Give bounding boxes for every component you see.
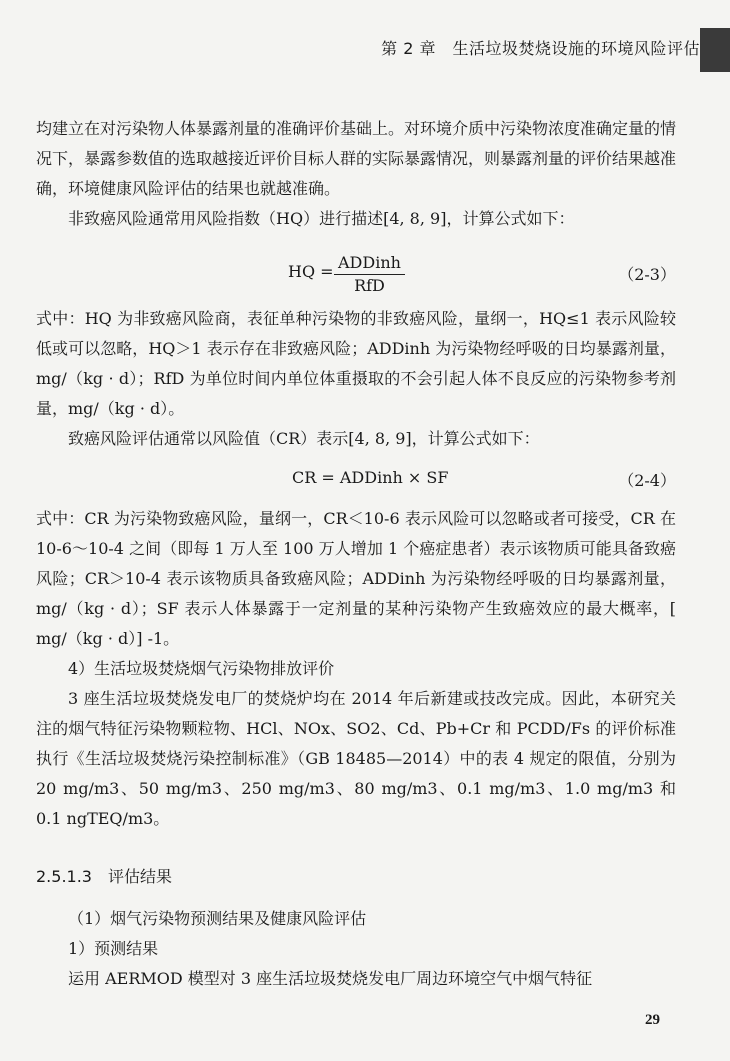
paragraph-p9: 1）预测结果 — [68, 939, 159, 958]
equation-number-2-3: （2-3） — [618, 265, 676, 284]
paragraph-p4: 致癌风险评估通常以风险值（CR）表示[4, 8, 9]，计算公式如下： — [68, 429, 540, 448]
body-block-3 — [36, 504, 676, 834]
paragraph-p8: （1）烟气污染物预测结果及健康风险评估 — [68, 909, 367, 928]
body-block-2 — [36, 304, 676, 454]
paragraph-p7: 3 座生活垃圾焚烧发电厂的焚烧炉均在 2014 年后新建或技改完成。因此，本研究关注的烟气特征污染物颗粒物、HCl、NOx、SO2、Cd、Pb+Cr 和 PCDD/Fs 的评价标准执行《生活垃圾焚烧污染控制标准》（GB 18485—2014）中的表 4 规定的限值，分别为 20 mg/m3、50 mg/m3、250 mg/m3、80 mg/m3、0.1 mg/m3、1.0 mg/m3 和 0.1 ngTEQ/m3。 — [36, 689, 676, 828]
paragraph-p2: 非致癌风险通常用风险指数（HQ）进行描述[4, 8, 9]，计算公式如下： — [68, 209, 575, 228]
formula-2-4 — [36, 468, 676, 498]
formula-cr-expr: CR = ADDinh × SF — [292, 468, 449, 487]
chapter-tab — [700, 28, 730, 72]
paragraph-p1: 均建立在对污染物人体暴露剂量的准确评价基础上。对环境介质中污染物浓度准确定量的情况下，暴露参数值的选取越接近评价目标人群的实际暴露情况，则暴露剂量的评价结果越准确，环境健康风险评估的结果也就越准确。 — [36, 119, 677, 198]
paragraph-p5: 式中：CR 为污染物致癌风险，量纲一，CR＜10-6 表示风险可以忽略或者可接受，CR 在 10-6～10-4 之间（即每 1 万人至 100 万人增加 1 个癌症患者）表示该物质可能具备致癌风险；CR＞10-4 表示该物质具备致癌风险；ADDinh 为污染物经呼吸的日均暴露剂量，mg/（kg · d）；SF 表示人体暴露于一定剂量的某种污染物产生致癌效应的最大概率，[ mg/（kg · d）] -1。 — [36, 509, 676, 648]
page-number: 29 — [645, 1012, 660, 1028]
equation-number-2-4: （2-4） — [618, 471, 676, 490]
formula-2-3 — [36, 252, 676, 298]
formula-numerator: ADDinh — [334, 252, 405, 275]
running-header: 第 2 章 生活垃圾焚烧设施的环境风险评估 — [381, 39, 700, 58]
formula-hq-lhs: HQ = — [288, 262, 334, 281]
body-block-1 — [36, 114, 676, 234]
paragraph-p6: 4）生活垃圾焚烧烟气污染物排放评价 — [68, 659, 335, 678]
section-heading: 2.5.1.3 评估结果 — [36, 867, 172, 886]
formula-hq-fraction — [334, 252, 405, 297]
paragraph-p10: 运用 AERMOD 模型对 3 座生活垃圾焚烧发电厂周边环境空气中烟气特征 — [68, 969, 593, 988]
body-block-4 — [36, 904, 676, 994]
paragraph-p3: 式中：HQ 为非致癌风险商，表征单种污染物的非致癌风险，量纲一，HQ≤1 表示风险较低或可以忽略，HQ＞1 表示存在非致癌风险；ADDinh 为污染物经呼吸的日均暴露剂量，mg/（kg · d）；RfD 为单位时间内单位体重摄取的不会引起人体不良反应的污染物参考剂量，mg/（kg · d）。 — [36, 309, 676, 418]
formula-denominator: RfD — [354, 276, 385, 295]
